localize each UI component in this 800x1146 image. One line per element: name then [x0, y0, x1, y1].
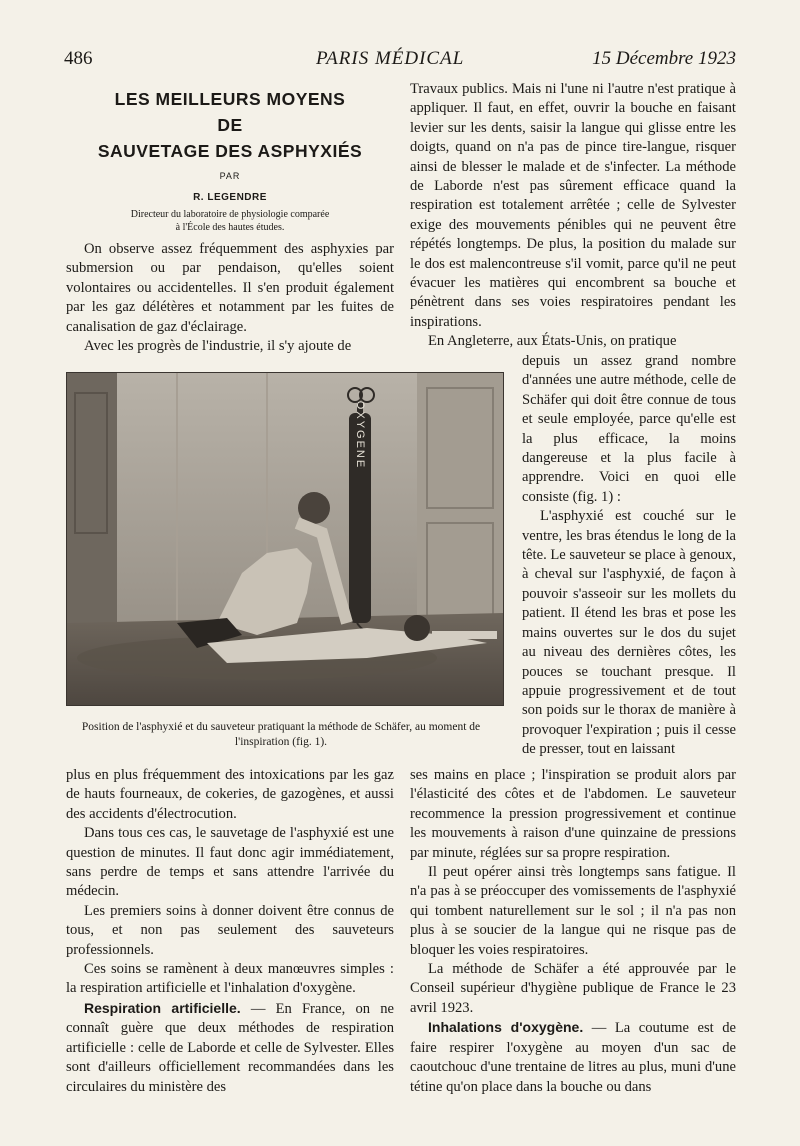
author-affiliation: [66, 208, 394, 234]
section-heading: Respiration artificielle.: [84, 999, 241, 1016]
title-line-1: LES MEILLEURS MOYENS: [114, 89, 346, 109]
affiliation-line-1: Directeur du laboratoire de physiologie comparée: [130, 209, 330, 220]
paragraph: plus en plus fréquemment des intoxications par les gaz de hauts fourneaux, de cokeries, de gazogènes, et aussi des accidents d'électrocution.: [66, 767, 394, 822]
paragraph: En Angleterre, aux États-Unis, on pratique: [428, 333, 677, 350]
paragraph: L'asphyxié est couché sur le ventre, les bras étendus le long de la tête. Le sauveteur se place à genoux, à cheval sur l'asphyxié, de façon à pouvoir s'asseoir sur les mollets du patient. Il étend les bras et pose les mains ouvertes sur le dos du sujet au niveau des dernières côtes, les pouces se touchant presque. Il appuie progressivement et de tout son poids sur le thorax de manière à provoquer l'expiration ; puis il cesse de presser, tout en laissant: [522, 508, 736, 758]
author-name: R. LEGENDRE: [193, 192, 267, 203]
figure-photo: [66, 372, 504, 706]
page-number: 486: [64, 48, 93, 69]
left-column-intro: [66, 240, 394, 356]
right-panel: [417, 373, 503, 653]
paragraph: Travaux publics. Mais ni l'une ni l'autre n'est pratique à appliquer. Il faut, en effet, ouvrir la bouche en faisant levier sur les dents, saisir la langue qui glisse entre les doigts, quand on n'a pas de pince tire-langue, risquer ainsi de blesser le malade et de s'infecter. La méthode de Laborde n'est pas sûrement efficace quand la respiration est totalement arrêtée ; celle de Sylvester exige des mouvements pénibles qui ne peuvent être répétés longtemps. De plus, la position du malade sur le dos est malencontreuse s'il vomit, parce qu'il ne peut évacuer les matières qui encombrent sa bouche et pénètrent dans ses voies respiratoires pendant les inspirations.: [410, 81, 736, 330]
paragraph-body: — En France, on ne connaît guère que deux méthodes de respiration artificielle : celle de Laborde et celle de Sylvester. Elles sont d'ailleurs officiellement recommandées dans les circulaires du ministère des: [66, 1000, 394, 1095]
paragraph: ses mains en place ; l'inspiration se produit alors par l'élasticité des côtes et de l'abdomen. Le sauveteur recommence la pression progressivement et continue les mouvements à raison d'une quinzaine de pressions par minute, réglées sur sa propre respiration.: [410, 767, 736, 861]
paragraph: [410, 1018, 736, 1097]
issue-date: 15 Décembre 1923: [592, 48, 736, 69]
schafer-method-illustration: [67, 373, 503, 705]
paragraph: La méthode de Schäfer a été approuvée par le Conseil supérieur d'hygiène publique de France le 23 avril 1923.: [410, 961, 736, 1016]
paragraph: [66, 999, 394, 1097]
paragraph: Il peut opérer ainsi très longtemps sans fatigue. Il n'a pas à se préoccuper des vomissements de l'asphyxié qui tombent naturellement sur le sol ; il n'a pas non plus à se soucier de la langue qui ne risque pas de bloquer les voies respiratoires.: [410, 864, 736, 958]
article-title: [66, 86, 394, 164]
paragraph-body: — La coutume est de faire respirer l'oxygène au moyen d'un sac de caoutchouc d'une trentaine de litres au plus, muni d'une tétine qu'on place dans la bouche ou dans: [410, 1020, 736, 1095]
right-column-top: [410, 80, 736, 352]
right-column-lower: [410, 766, 736, 1097]
byline: [66, 170, 394, 234]
cylinder-label: OXYGENE: [354, 400, 366, 470]
left-column-lower: [66, 766, 394, 1097]
byline-par: PAR: [219, 171, 241, 181]
right-column-narrow: [522, 352, 736, 760]
title-line-2: DE: [217, 115, 243, 135]
title-line-3: SAUVETAGE DES ASPHYXIÉS: [97, 141, 363, 161]
journal-title: PARIS MÉDICAL: [316, 48, 465, 69]
paragraph: Ces soins se ramènent à deux manœuvres simples : la respiration artificielle et l'inhalation d'oxygène.: [66, 961, 394, 997]
figure-caption: Position de l'asphyxié et du sauveteur pratiquant la méthode de Schäfer, au moment de l'inspiration (fig. 1).: [81, 721, 481, 748]
paragraph: Dans tous ces cas, le sauvetage de l'asphyxié est une question de minutes. Il faut donc agir immédiatement, sans perdre de temps et sans attendre l'arrivée du médecin.: [66, 825, 394, 900]
paragraph: depuis un assez grand nombre d'années une autre méthode, celle de Schäfer qui doit être connue de tous et seule employée, parce qu'elle est la plus efficace, la moins dangereuse et la plus facile à apprendre. Voici en quoi elle consiste (fig. 1) :: [522, 353, 736, 505]
patient-head: [404, 615, 430, 641]
running-header: [64, 48, 736, 76]
affiliation-line-2: à l'École des hautes études.: [175, 222, 285, 233]
paragraph: On observe assez fréquemment des asphyxies par submersion ou par pendaison, qu'elles soient volontaires ou accidentelles. Il s'en produit également par les gaz délétères et notamment par les fuites de canalisation de gaz d'éclairage.: [66, 241, 394, 335]
paragraph: Les premiers soins à donner doivent être connus de tous, et non pas seulement des sauveteurs professionnels.: [66, 902, 394, 958]
paragraph: Avec les progrès de l'industrie, il s'y ajoute de: [84, 338, 352, 355]
section-heading: Inhalations d'oxygène.: [428, 1019, 584, 1036]
